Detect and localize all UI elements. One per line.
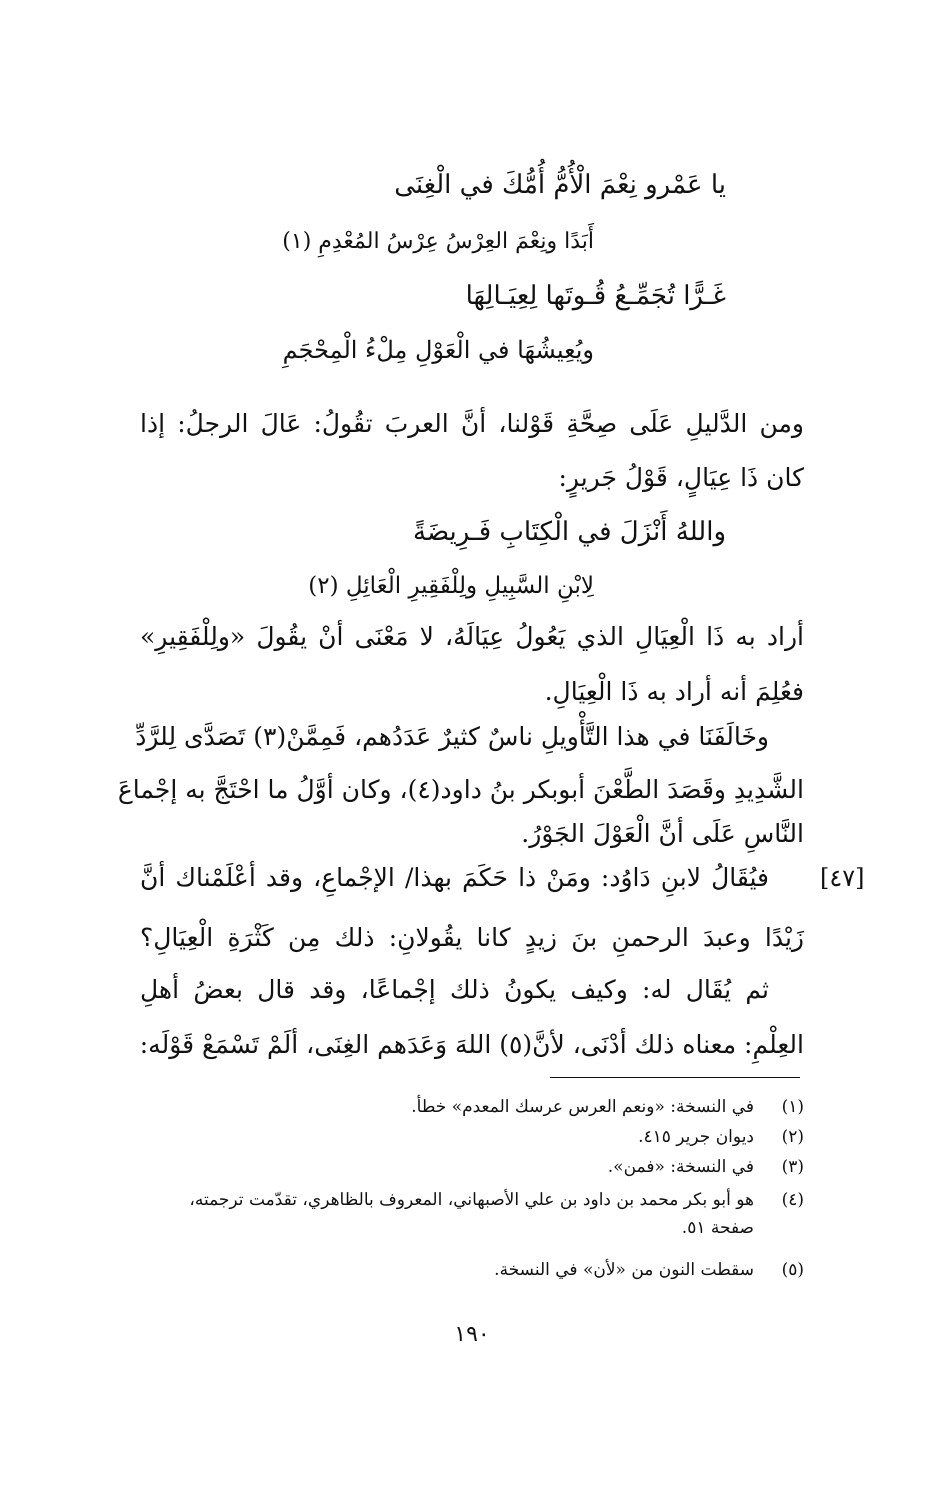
footnote-2 — [140, 1122, 804, 1152]
para2-line-1: أراد به ذَا الْعِيَالِ الذي يَعُولُ عِيَالَهُ، لا مَعْنَى أنْ يقُولَ «ولِلْفَقِيرِ» — [140, 622, 804, 651]
poem1-line-4: ويُعِيشُهَا في الْعَوْلِ مِلْءُ الْمِحْجَمِ — [282, 336, 594, 364]
footnote-text: هو أبو بكر محمد بن داود بن علي الأصبهاني، المعروف بالظاهري، تقدّمت ترجمته، — [189, 1190, 754, 1210]
footnote-number: (٢) — [781, 1127, 804, 1147]
para1-line-2: كان ذَا عِيَالٍ، قَوْلُ جَريرٍ: — [558, 463, 804, 492]
poem2-line-1: واللهُ أَنْزَلَ في الْكِتَابِ فَـرِيضَةً — [413, 517, 726, 547]
footnote-number: (٥) — [781, 1260, 804, 1280]
poem1-line-3: غَـرًّا تُجَمِّـعُ قُـوتَها لِعِيَـالِهَا — [465, 281, 726, 311]
poem1-line-1: يا عَمْرو نِعْمَ الْأُمُّ أُمُّكَ في الْغِنَى — [394, 170, 726, 200]
poem1-line-2: أَبَدًا ونِعْمَ العِرْسُ عِرْسُ المُعْدِمِ (١) — [282, 229, 594, 254]
para3-line-2: الشَّدِيدِ وقَصَدَ الطَّعْنَ أبوبكر بنُ داود(٤)، وكان أوَّلُ ما احْتَجَّ به إجْماعَ — [117, 775, 804, 804]
para5-line-2: العِلْمِ: معناه ذلك أدْنَى، لأنَّ(٥) اللهَ وَعَدَهم الغِنَى، ألَمْ تَسْمَعْ قَوْلَه: — [139, 1030, 804, 1059]
margin-page-reference: [٤٧] — [820, 864, 865, 892]
para3-line-3: النَّاسِ عَلَى أنَّ الْعَوْلَ الجَوْرُ. — [521, 819, 804, 848]
footnote-number: (٤) — [781, 1190, 804, 1210]
footnote-4-continuation: صفحة ٥١. — [681, 1218, 754, 1238]
footnote-text: ديوان جرير ٤١٥. — [638, 1127, 754, 1147]
footnote-number: (١) — [781, 1097, 804, 1117]
footnote-text: سقطت النون من «لأن» في النسخة. — [494, 1260, 754, 1280]
para1-line-1: ومن الدَّليلِ عَلَى صِحَّةِ قَوْلنا، أنَّ العربَ تقُولُ: عَالَ الرجلُ: إذا — [140, 409, 804, 438]
page-number: ١٩٠ — [454, 1322, 490, 1347]
para5-line-1: ثم يُقَال له: وكيف يكونُ ذلك إجْماعًا، وقد قال بعضُ أهلِ — [140, 975, 769, 1004]
para4-line-2: زَيْدًا وعبدَ الرحمنِ بنَ زيدٍ كانا يقُولانِ: ذلك مِن كَثْرَةِ الْعِيَالِ؟ — [140, 923, 804, 952]
footnote-number: (٣) — [781, 1157, 804, 1177]
para4-line-1: فيُقَالُ لابنِ دَاوُد: ومَنْ ذا حَكَمَ بهذا/ الإجْماعِ، وقد أعْلَمْناك أنَّ — [140, 863, 769, 892]
poem2-line-2: لِابْنِ السَّبِيلِ ولِلْفَقِيرِ الْعَائِلِ (٢) — [308, 573, 594, 599]
footnote-text: في النسخة: «فمن». — [607, 1157, 754, 1177]
footnote-1 — [140, 1092, 804, 1122]
footnote-4 — [140, 1185, 804, 1215]
footnote-3 — [140, 1152, 804, 1182]
footnote-5 — [140, 1255, 804, 1285]
para2-line-2: فعُلِمَ أنه أراد به ذَا الْعِيَالِ. — [544, 677, 804, 706]
para3-line-1: وخَالَفَنَا في هذا التَّأْويلِ ناسٌ كثيرٌ عَدَدُهم، فَمِمَّنْ(٣) تَصَدَّى لِلرَّدِّ — [135, 722, 769, 751]
footnote-text: في النسخة: «ونعم العرس عرسك المعدم» خطأ. — [411, 1097, 754, 1117]
footnote-divider — [550, 1077, 800, 1078]
